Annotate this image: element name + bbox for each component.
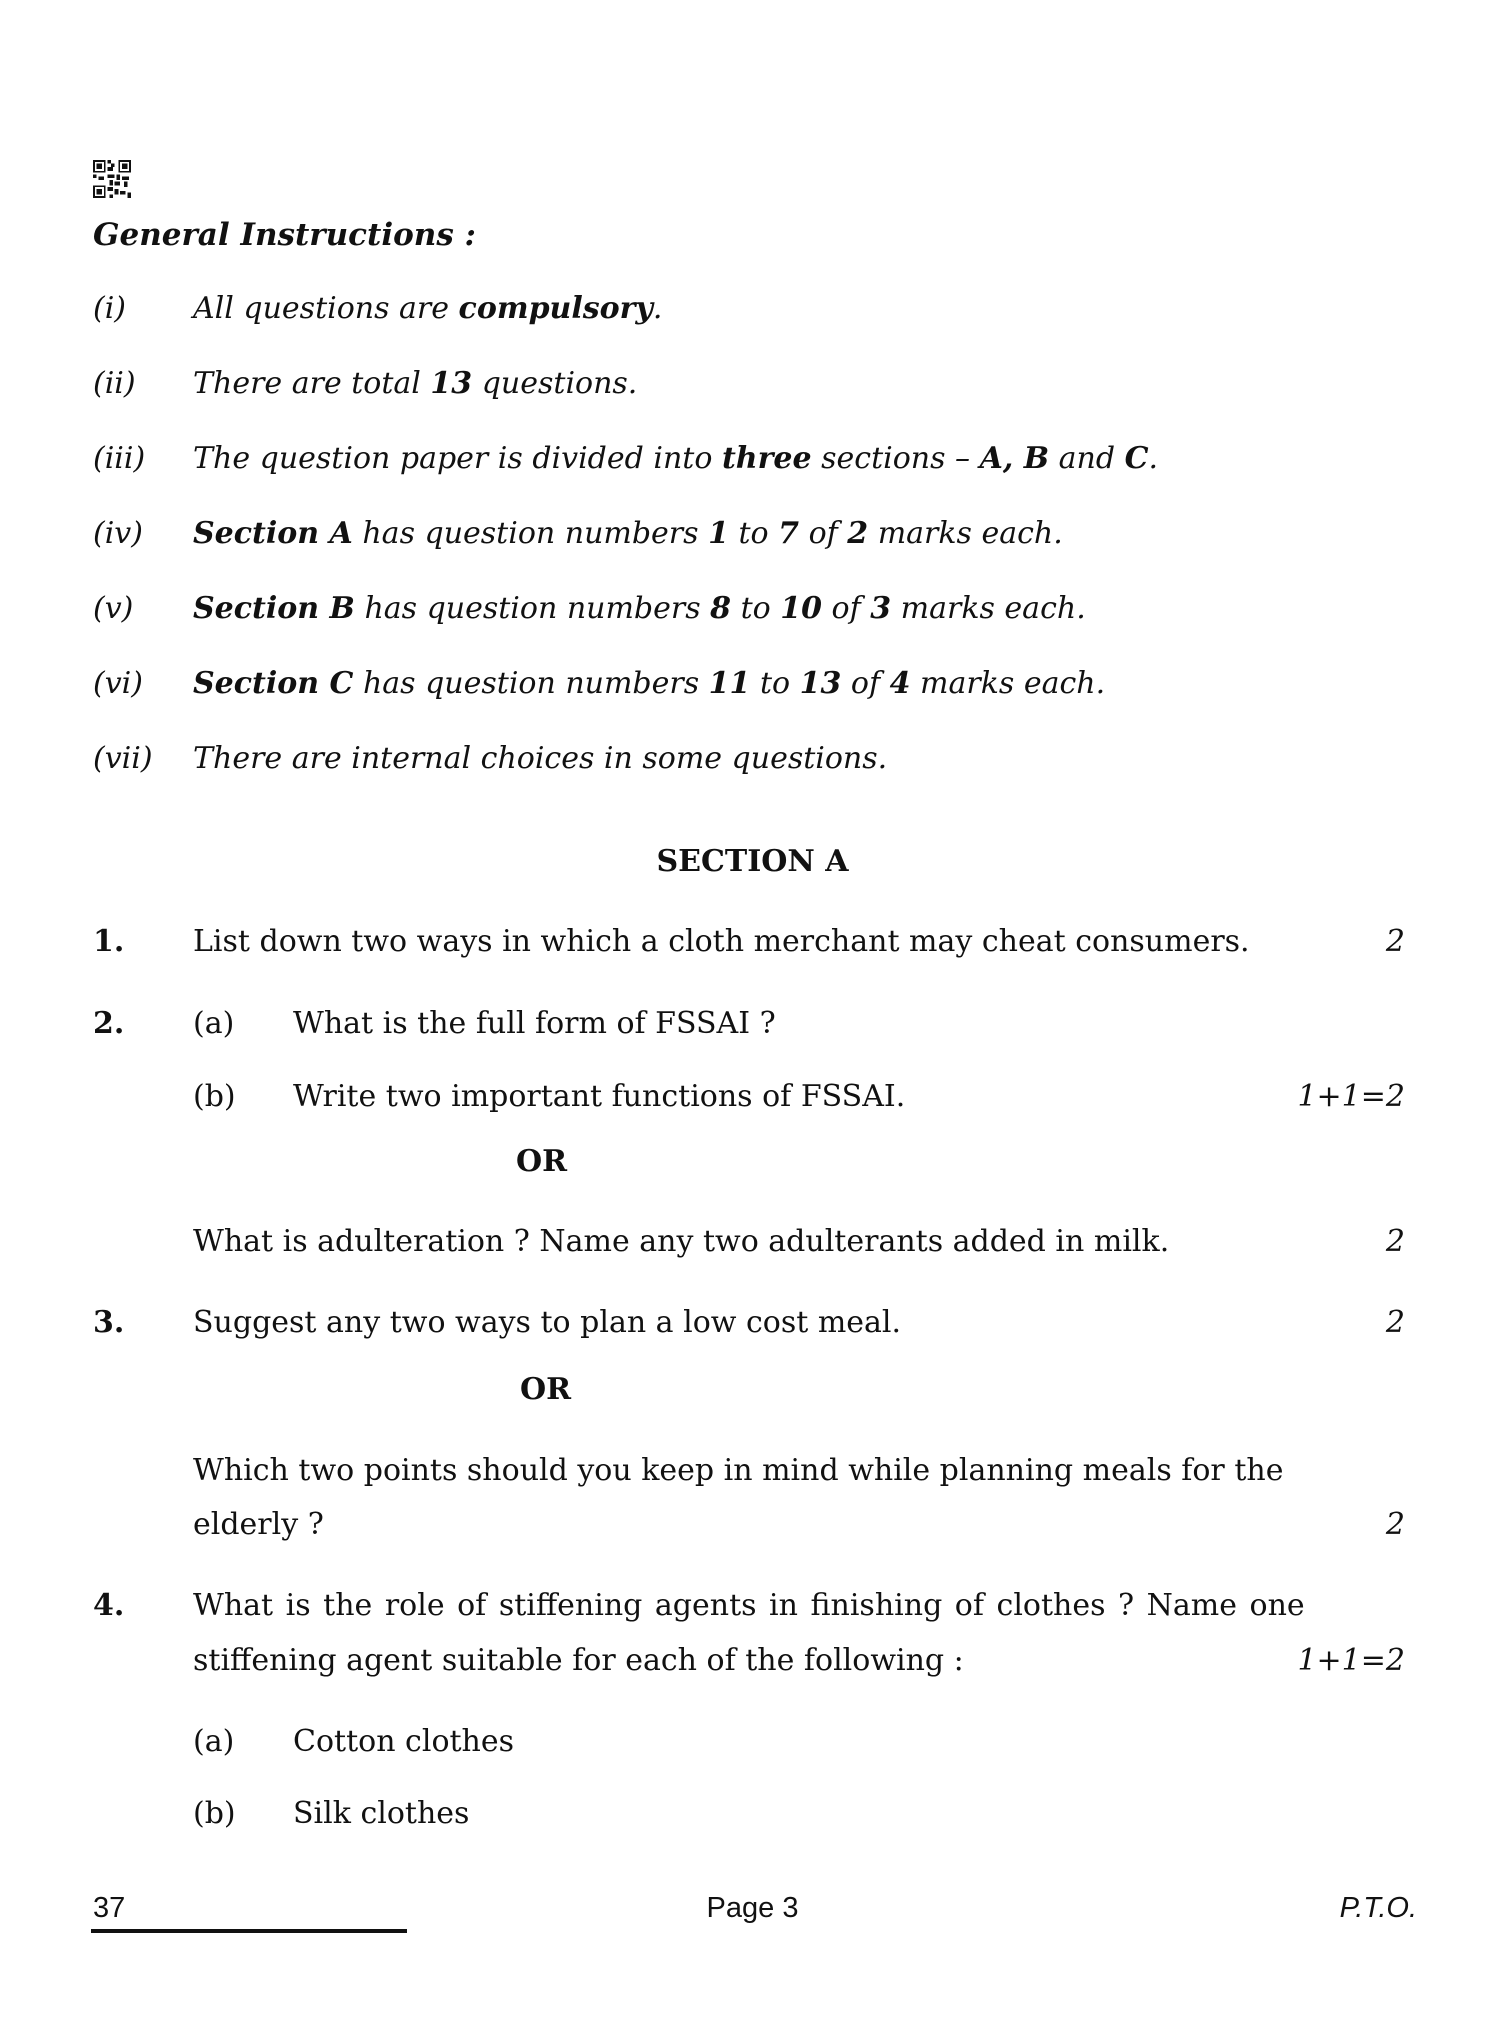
- question-text: What is the role of stiffening agents in finishing of clothes ? Name one: [193, 1588, 1305, 1623]
- emphasis-text: A, B: [979, 441, 1050, 476]
- instruction-fragment: of: [841, 666, 890, 701]
- instruction-fragment: The question paper is divided into: [193, 441, 722, 476]
- pto-label: P.T.O.: [1339, 1892, 1417, 1924]
- instruction-fragment: There are internal choices in some questions.: [193, 741, 888, 776]
- emphasis-text: 1: [708, 516, 729, 551]
- instruction-label: (i): [93, 291, 127, 326]
- instruction-fragment: marks each.: [910, 666, 1106, 701]
- sub-question-text: Write two important functions of FSSAI.: [293, 1079, 906, 1114]
- instruction-label: (v): [93, 591, 134, 626]
- emphasis-text: 7: [778, 516, 800, 551]
- instruction-fragment: to: [750, 666, 800, 701]
- question-text: List down two ways in which a cloth merchant may cheat consumers.: [193, 924, 1250, 959]
- or-divider: OR: [516, 1144, 568, 1179]
- question-number: 4.: [93, 1588, 125, 1623]
- section-a-title: SECTION A: [656, 844, 849, 879]
- sub-question-label: (a): [193, 1724, 235, 1759]
- emphasis-text: 13: [799, 666, 842, 701]
- sub-question-text: Silk clothes: [293, 1796, 470, 1831]
- question-marks: 1+1=2: [1297, 1643, 1405, 1678]
- question-number: 1.: [93, 924, 125, 959]
- emphasis-text: three: [721, 441, 812, 476]
- instruction-text: [193, 515, 1063, 553]
- question-marks: 2: [1385, 1507, 1405, 1542]
- instruction-text: [193, 590, 1086, 628]
- emphasis-text: 13: [430, 366, 473, 401]
- instruction-text: [193, 365, 637, 403]
- emphasis-text: Section B: [193, 591, 355, 626]
- instruction-fragment: questions.: [472, 366, 638, 401]
- emphasis-text: 2: [847, 516, 869, 551]
- question-marks: 1+1=2: [1297, 1079, 1405, 1114]
- question-marks: 2: [1385, 1305, 1405, 1340]
- emphasis-text: Section A: [193, 516, 353, 551]
- instruction-fragment: has question numbers: [354, 591, 711, 626]
- sub-question-label: (a): [193, 1006, 235, 1041]
- instruction-text: [193, 740, 887, 778]
- emphasis-text: Section C: [193, 666, 354, 701]
- question-text: What is adulteration ? Name any two adulterants added in milk.: [193, 1224, 1170, 1259]
- page-number: Page 3: [706, 1892, 799, 1924]
- question-text: stiffening agent suitable for each of the following :: [193, 1643, 964, 1678]
- question-number: 2.: [93, 1006, 125, 1041]
- sub-question-label: (b): [193, 1079, 236, 1114]
- emphasis-text: C: [1124, 441, 1149, 476]
- emphasis-text: 4: [889, 666, 911, 701]
- instruction-fragment: All questions are: [193, 291, 459, 326]
- instruction-fragment: .: [1148, 441, 1159, 476]
- instruction-label: (iii): [93, 441, 146, 476]
- instruction-label: (vii): [93, 741, 153, 776]
- instruction-fragment: to: [731, 591, 781, 626]
- sub-question-label: (b): [193, 1796, 236, 1831]
- or-divider: OR: [520, 1372, 572, 1407]
- instruction-label: (vi): [93, 666, 143, 701]
- instruction-label: (ii): [93, 366, 136, 401]
- question-text: Which two points should you keep in mind while planning meals for the: [193, 1453, 1284, 1488]
- instruction-fragment: of: [821, 591, 871, 626]
- instruction-fragment: has question numbers: [352, 516, 709, 551]
- emphasis-text: 3: [870, 591, 892, 626]
- emphasis-text: compulsory: [458, 291, 653, 326]
- instruction-fragment: of: [799, 516, 848, 551]
- question-number: 3.: [93, 1305, 125, 1340]
- instruction-fragment: .: [652, 291, 663, 326]
- sub-question-text: What is the full form of FSSAI ?: [293, 1006, 776, 1041]
- instruction-fragment: marks each.: [891, 591, 1086, 626]
- instruction-fragment: to: [728, 516, 779, 551]
- instruction-fragment: and: [1049, 441, 1125, 476]
- emphasis-text: 10: [780, 591, 822, 626]
- emphasis-text: 8: [710, 591, 732, 626]
- instruction-text: [193, 665, 1105, 703]
- instruction-fragment: marks each.: [868, 516, 1063, 551]
- sub-question-text: Cotton clothes: [293, 1724, 515, 1759]
- paper-code: 37: [93, 1892, 126, 1924]
- instruction-label: (iv): [93, 516, 143, 551]
- question-text: Suggest any two ways to plan a low cost meal.: [193, 1305, 902, 1340]
- qr-code-icon: [93, 160, 131, 198]
- instruction-fragment: sections –: [811, 441, 980, 476]
- footer-rule: [91, 1929, 407, 1933]
- instruction-text: [193, 290, 662, 328]
- instruction-text: [193, 440, 1158, 478]
- instructions-title: General Instructions :: [93, 217, 477, 253]
- emphasis-text: 11: [708, 666, 751, 701]
- instruction-fragment: has question numbers: [353, 666, 709, 701]
- question-marks: 2: [1385, 924, 1405, 959]
- instruction-fragment: There are total: [193, 366, 431, 401]
- question-marks: 2: [1385, 1224, 1405, 1259]
- question-text: elderly ?: [193, 1507, 324, 1542]
